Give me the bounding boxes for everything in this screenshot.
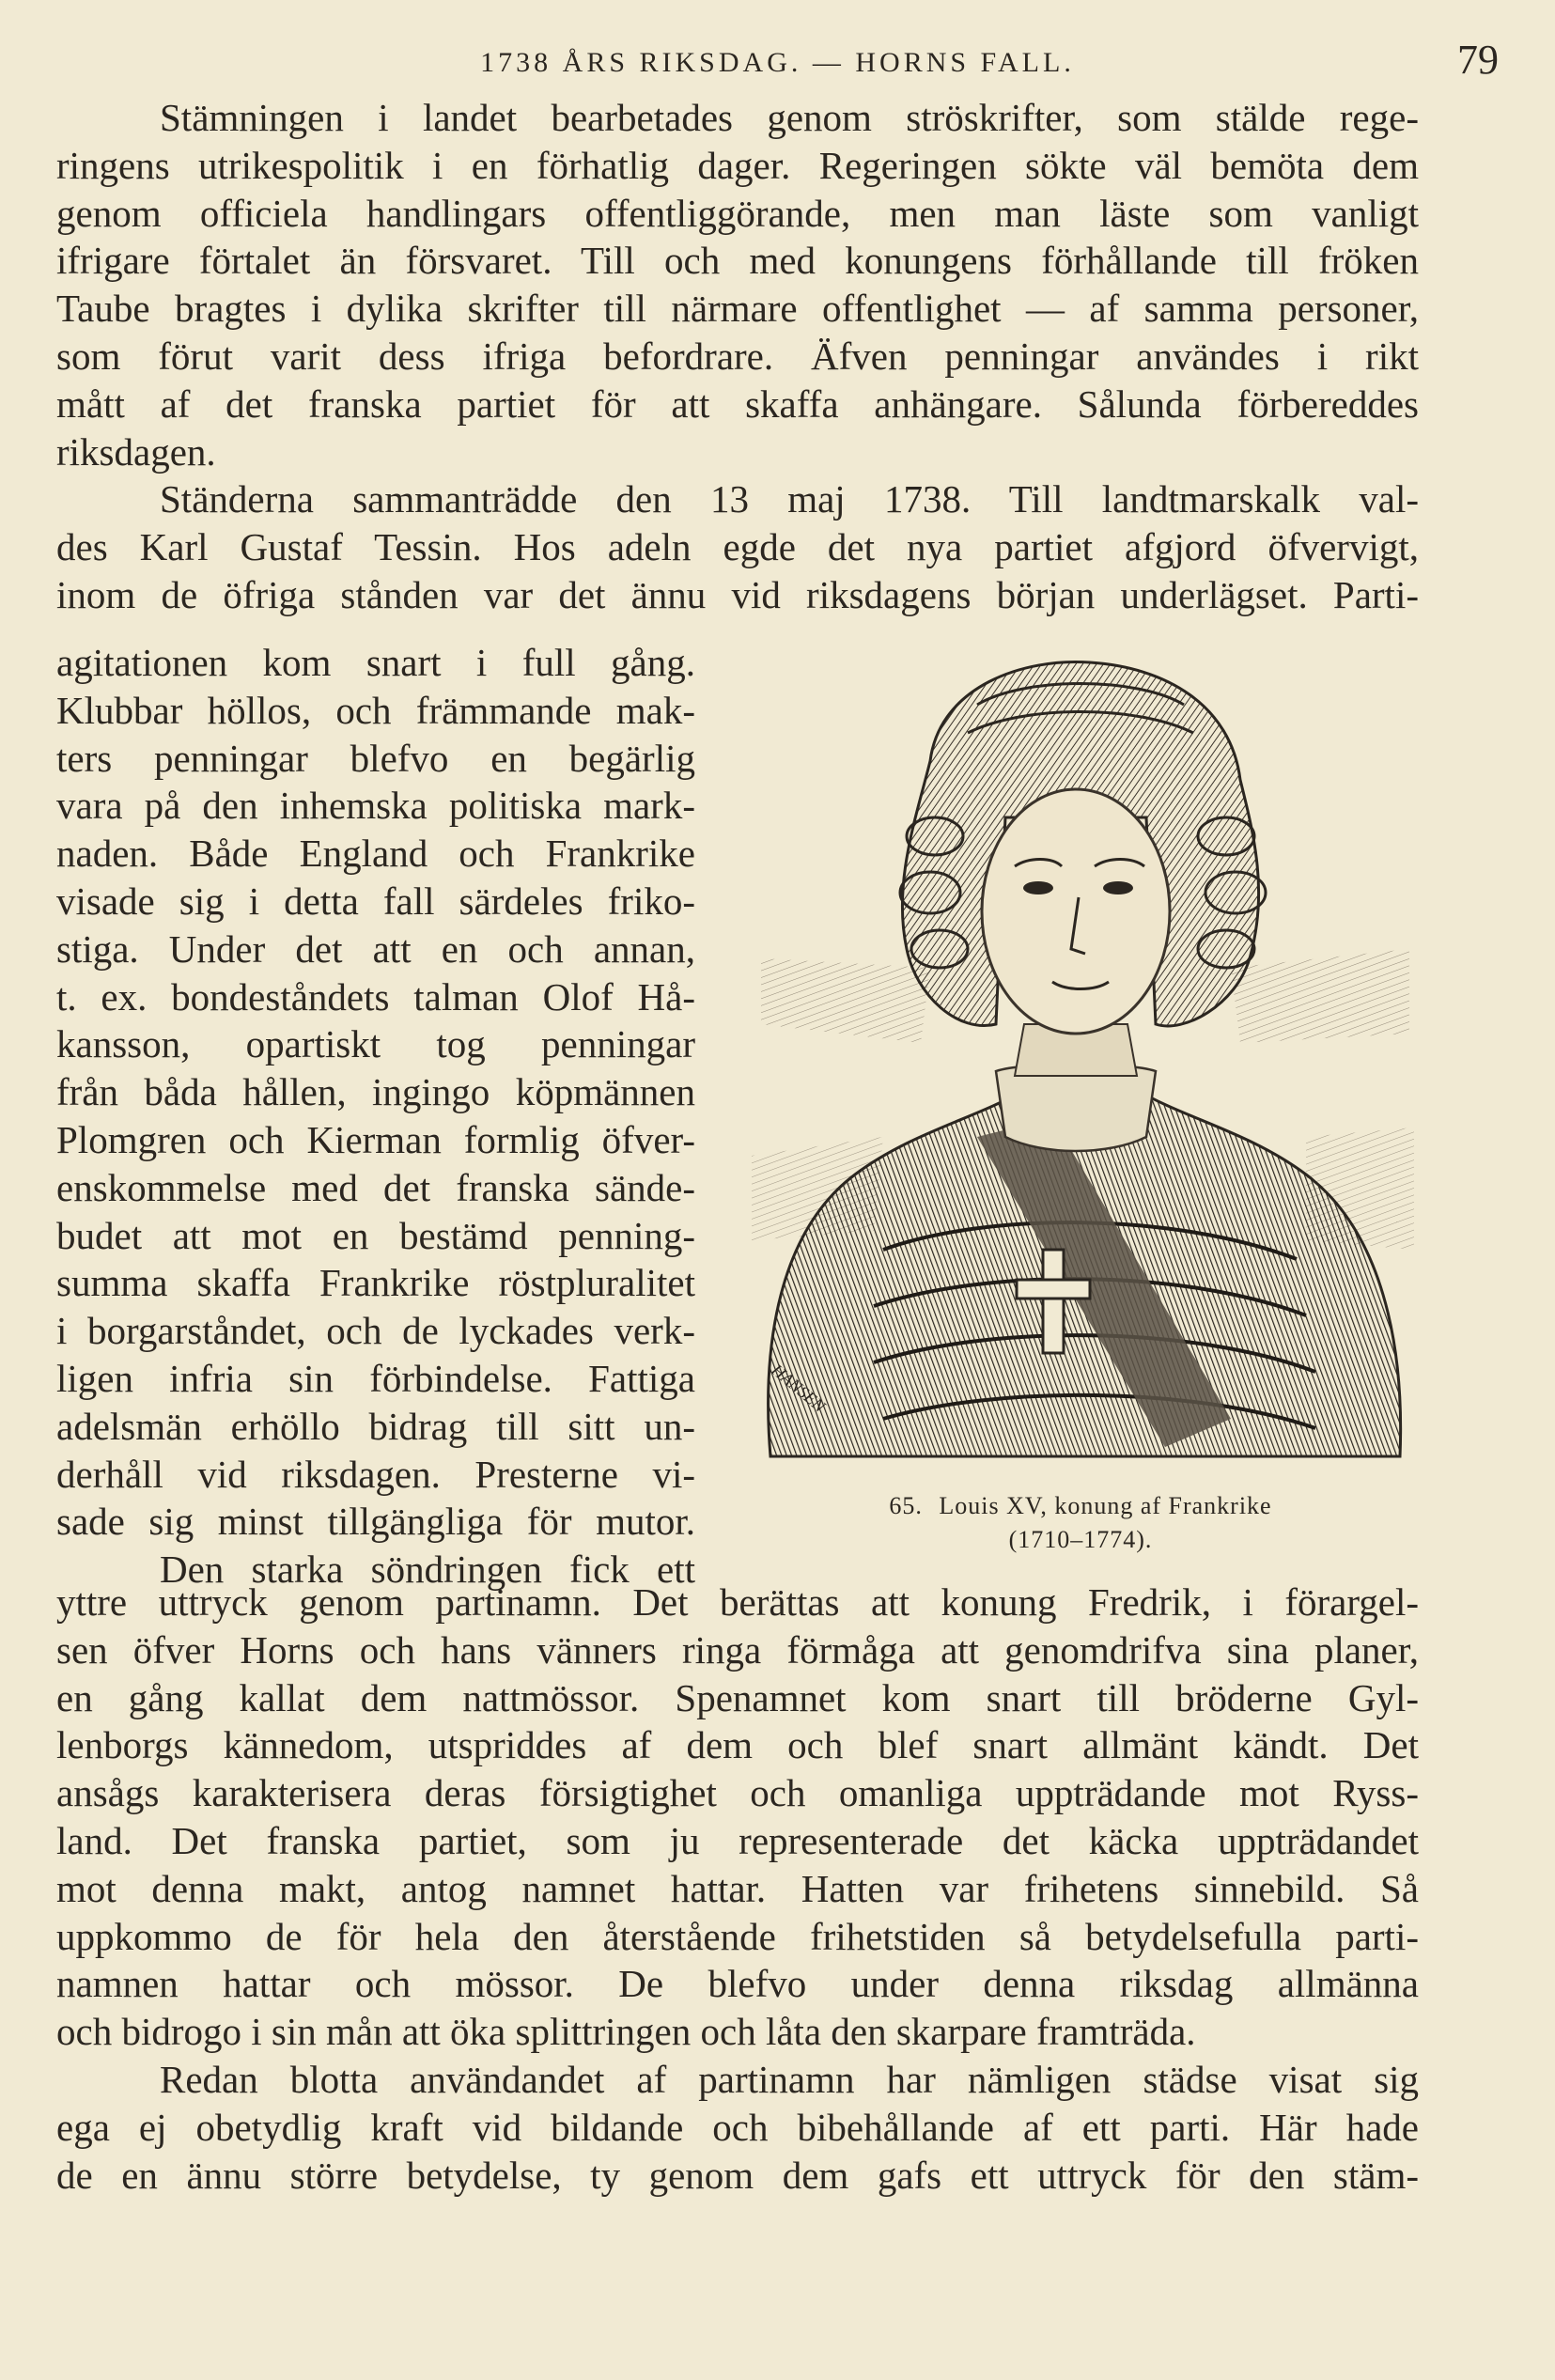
text-line: land. Det franska partiet, som ju representerade det käcka uppträdandet <box>56 1818 1419 1862</box>
figure-caption <box>742 1489 1419 1557</box>
engraver-signature: HANSEN <box>768 1360 830 1416</box>
paragraph-3 <box>56 1579 1419 2056</box>
text-line: Taube bragtes i dylika skrifter till närmare offentlighet — af samma personer, <box>56 287 1419 331</box>
paragraph-1 <box>56 94 1419 475</box>
text-line: genom officiela handlingars offentliggörande, men man läste som vanligt <box>56 191 1419 235</box>
text-line: ligen infria sin förbindelse. Fattiga <box>56 1356 695 1400</box>
text-line: naden. Både England och Frankrike <box>56 832 695 876</box>
text-line: Plomgren och Kierman formlig öfver- <box>56 1117 695 1161</box>
text-line: sen öfver Horns och hans vänners ringa förmåga att genomdrifva sina planer, <box>56 1627 1419 1672</box>
bottom-text-block <box>56 1579 1419 2199</box>
text-line: Den starka söndringen fick ett <box>160 1548 695 1592</box>
portrait-figure <box>742 648 1419 1475</box>
paragraph-4 <box>56 2056 1419 2199</box>
text-line: mått af det franska partiet för att skaffa anhängare. Sålunda förbereddes <box>56 381 1419 426</box>
text-line: inom de öfriga stånden var det ännu vid riksdagens början underlägset. Parti- <box>56 572 1419 616</box>
text-line: en gång kallat dem nattmössor. Spenamnet kom snart till bröderne Gyl- <box>56 1675 1419 1719</box>
caption-line-2: (1710–1774). <box>1008 1526 1153 1553</box>
text-line: stiga. Under det att en och annan, <box>56 926 695 971</box>
text-line: derhåll vid riksdagen. Presterne vi- <box>56 1452 695 1496</box>
portrait-engraving <box>742 648 1419 1475</box>
cravat <box>996 1065 1156 1152</box>
text-line: kansson, opartiskt tog penningar <box>56 1022 695 1066</box>
text-line: sade sig minst tillgängliga för mutor. <box>56 1500 695 1544</box>
text-line: i borgarståndet, och de lyckades verk- <box>56 1309 695 1353</box>
text-line: de en ännu större betydelse, ty genom dem gafs ett uttryck för den stäm- <box>56 2153 1419 2197</box>
text-line: Redan blotta användandet af partinamn har nämligen städse visat sig <box>160 2057 1419 2101</box>
text-line: uppkommo de för hela den återstående frihetstiden så betydelsefulla parti- <box>56 1914 1419 1958</box>
text-line: Stämningen i landet bearbetades genom ströskrifter, som stälde rege- <box>160 96 1419 139</box>
text-line: visade sig i detta fall särdeles friko- <box>56 879 695 923</box>
text-line: namnen hattar och mössor. De blefvo under denna riksdag allmänna <box>56 1962 1419 2006</box>
text-line: ansågs karakterisera deras försigtighet och omanliga uppträdande mot Ryss- <box>56 1771 1419 1815</box>
text-line: ifrigare förtalet än försvaret. Till och med konungens förhållande till fröken <box>56 239 1419 283</box>
text-line: des Karl Gustaf Tessin. Hos adeln egde det nya partiet afgjord öfvervigt, <box>56 525 1419 569</box>
figure-number: 65. <box>889 1492 923 1519</box>
caption-text: Louis XV, konung af Frankrike <box>939 1492 1272 1519</box>
top-text-block <box>56 94 1419 619</box>
running-title: 1738 ÅRS RIKSDAG. — HORNS FALL. <box>480 47 1075 78</box>
text-line: agitationen kom snart i full gång. <box>56 641 695 684</box>
text-line: och bidrogo i sin mån att öka splittringen och låta den skarpare framträda. <box>56 2010 1196 2054</box>
text-line: summa skaffa Frankrike röstpluralitet <box>56 1261 695 1305</box>
text-line: vara på den inhemska politiska mark- <box>56 784 695 828</box>
text-line: riksdagen. <box>56 429 216 474</box>
paragraph-2 <box>56 475 1419 618</box>
narrow-text-column <box>56 639 695 1594</box>
running-head <box>56 36 1499 92</box>
text-line: Ständerna sammanträdde den 13 maj 1738. Till landtmarskalk val- <box>160 477 1419 521</box>
text-line: budet att mot en bestämd penning- <box>56 1213 695 1257</box>
text-line: enskommelse med det franska sände- <box>56 1165 695 1209</box>
text-line: t. ex. bondeståndets talman Olof Hå- <box>56 974 695 1019</box>
text-line: som förut varit dess ifriga befordrare. Äfven penningar användes i rikt <box>56 334 1419 378</box>
text-line: ters penningar blefvo en begärlig <box>56 736 695 780</box>
caption-line-1 <box>742 1489 1419 1523</box>
text-line: ringens utrikespolitik i en förhatlig dager. Regeringen sökte väl bemöta dem <box>56 143 1419 187</box>
text-line: lenborgs kännedom, utspriddes af dem och blef snart allmänt kändt. Det <box>56 1723 1419 1767</box>
text-line: adelsmän erhöllo bidrag till sitt un- <box>56 1404 695 1448</box>
page-number: 79 <box>1457 37 1499 83</box>
text-line: yttre uttryck genom partinamn. Det berättas att konung Fredrik, i förargel- <box>56 1580 1419 1624</box>
text-line: från båda hållen, ingingo köpmännen <box>56 1070 695 1114</box>
text-line: mot denna makt, antog namnet hattar. Hatten var frihetens sinnebild. Så <box>56 1866 1419 1910</box>
text-line: ega ej obetydlig kraft vid bildande och bibehållande af ett parti. Här hade <box>56 2105 1419 2149</box>
text-line: Klubbar höllos, och främmande mak- <box>56 688 695 732</box>
